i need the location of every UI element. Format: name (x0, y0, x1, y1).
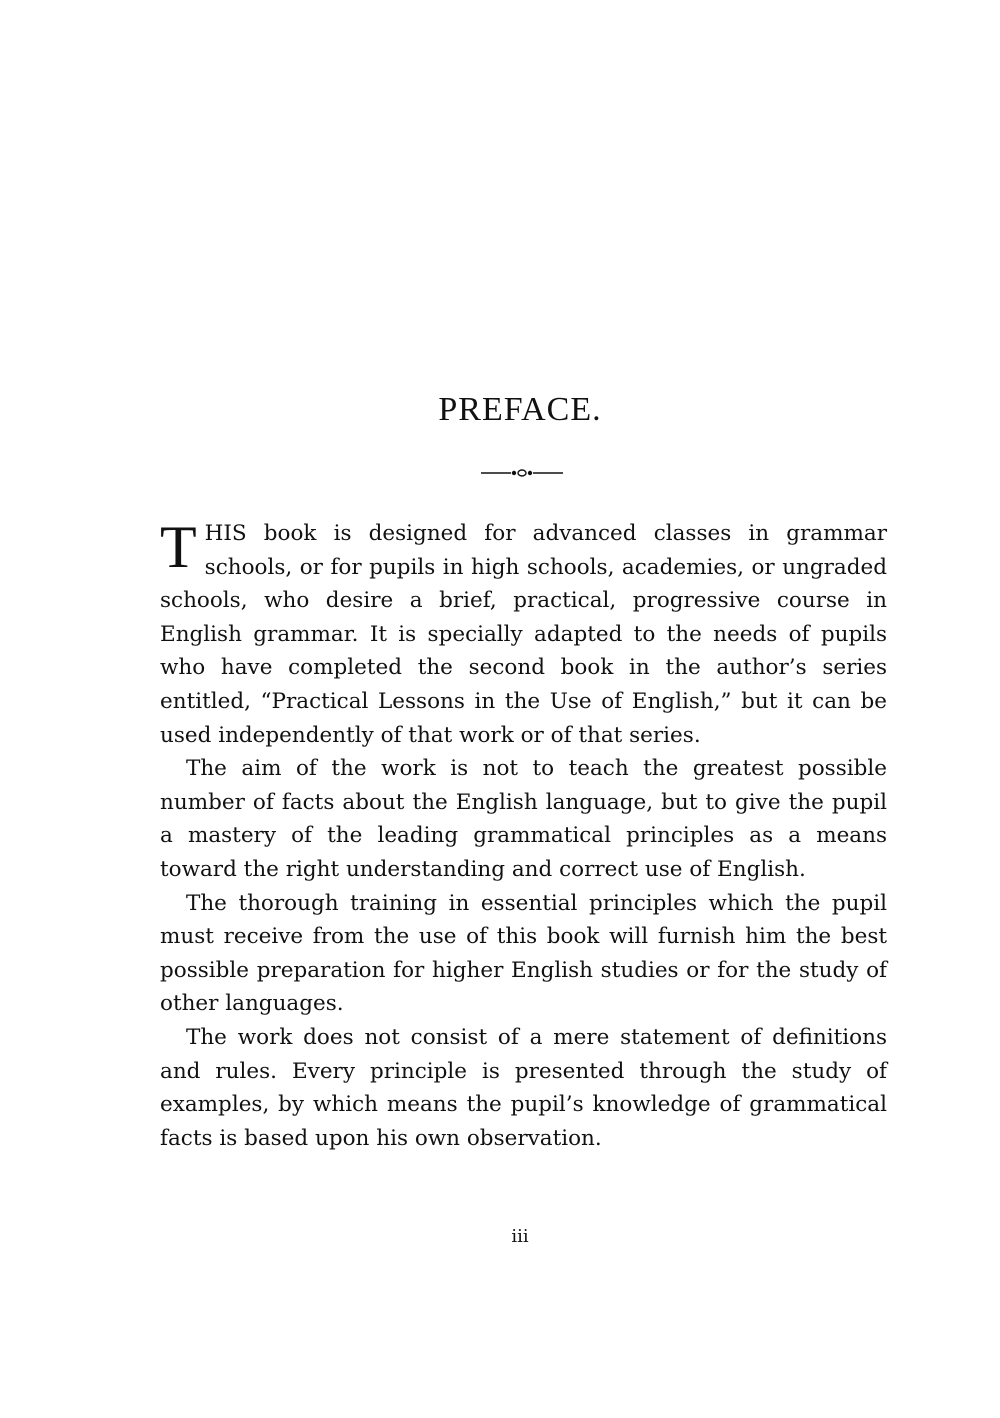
page-title: PREFACE. (438, 391, 602, 428)
page-number: iii (511, 1226, 529, 1247)
paragraph-2 (160, 752, 887, 886)
paragraph-1 (160, 514, 887, 752)
drop-cap: T (160, 514, 197, 580)
paragraph-text: HIS book is designed for advanced classes in grammar schools, or for pupils in high schools, academies, or ungraded schools, who desire a brief, practical, progressive course in English grammar. It is specially adapted to the needs of pupils who have completed the second book in the author’s series entitled, “Practical Lessons in the Use of English,” but it can be used independently of that work or of that series. (160, 521, 887, 748)
paragraph-text: The thorough training in essential principles which the pupil must receive from the use of this book will furnish him the best possible preparation for higher English studies or for the study of other languages. (160, 890, 887, 1017)
preface-body (160, 514, 887, 1155)
decorative-rule-icon (481, 466, 563, 480)
paragraph-text: The work does not consist of a mere statement of definitions and rules. Every principle is presented through the study of examples, by which means the pupil’s knowledge of grammatical facts is based upon his own observation. (160, 1024, 887, 1151)
paragraph-4 (160, 1021, 887, 1155)
paragraph-3 (160, 887, 887, 1021)
paragraph-text: The aim of the work is not to teach the greatest possible number of facts about the English language, but to give the pupil a mastery of the leading grammatical principles as a means toward the right understanding and correct use of English. (160, 756, 887, 882)
